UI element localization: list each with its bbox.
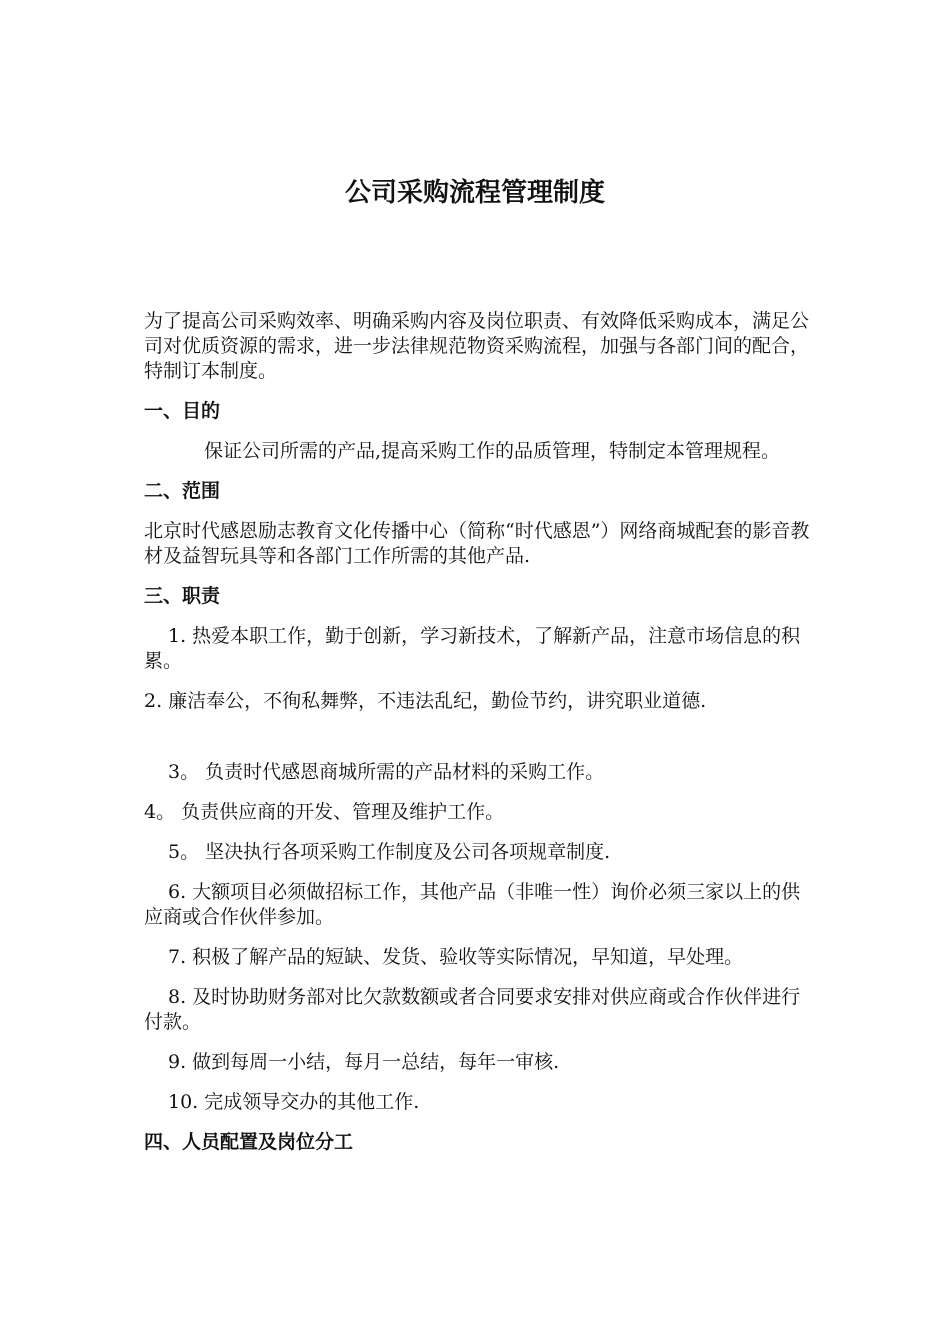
duty-item: 9. 做到每周一小结，每月一总结，每年一审核. <box>168 1051 560 1073</box>
duty-item: 1. 热爱本职工作，勤于创新，学习新技术，了解新产品，注意市场信息的积累。 <box>144 625 801 672</box>
duty-item: 10. 完成领导交办的其他工作. <box>168 1091 420 1113</box>
duty-item: 7. 积极了解产品的短缺、发货、验收等实际情况，早知道，早处理。 <box>168 946 744 968</box>
duty-item: 3。 负责时代感恩商城所需的产品材料的采购工作。 <box>168 761 605 783</box>
document-title: 公司采购流程管理制度 <box>344 178 605 208</box>
duty-item: 5。 坚决执行各项采购工作制度及公司各项规章制度. <box>168 841 611 863</box>
section-heading-scope: 二、范围 <box>144 480 221 502</box>
section-heading-purpose: 一、目的 <box>144 400 221 422</box>
section-heading-staffing: 四、人员配置及岗位分工 <box>144 1131 354 1153</box>
section-text-purpose: 保证公司所需的产品,提高采购工作的品质管理，特制定本管理规程。 <box>204 440 781 462</box>
duty-item: 6. 大额项目必须做招标工作，其他产品（非唯一性）询价必须三家以上的供应商或合作伙伴参加。 <box>144 881 801 928</box>
section-text-scope: 北京时代感恩励志教育文化传播中心（简称“时代感恩”）网络商城配套的影音教材及益智玩具等和各部门工作所需的其他产品. <box>144 520 810 567</box>
intro-paragraph: 为了提高公司采购效率、明确采购内容及岗位职责、有效降低采购成本，满足公司对优质资源的需求，进一步法律规范物资采购流程，加强与各部门间的配合，特制订本制度。 <box>144 310 810 382</box>
duty-item: 2. 廉洁奉公，不徇私舞弊，不违法乱纪，勤俭节约，讲究职业道德. <box>144 690 707 712</box>
duty-item: 8. 及时协助财务部对比欠款数额或者合同要求安排对供应商或合作伙伴进行付款。 <box>144 986 801 1033</box>
document-body <box>144 309 814 1170</box>
duty-item: 4。 负责供应商的开发、管理及维护工作。 <box>144 801 505 823</box>
section-heading-duties: 三、职责 <box>144 585 221 607</box>
